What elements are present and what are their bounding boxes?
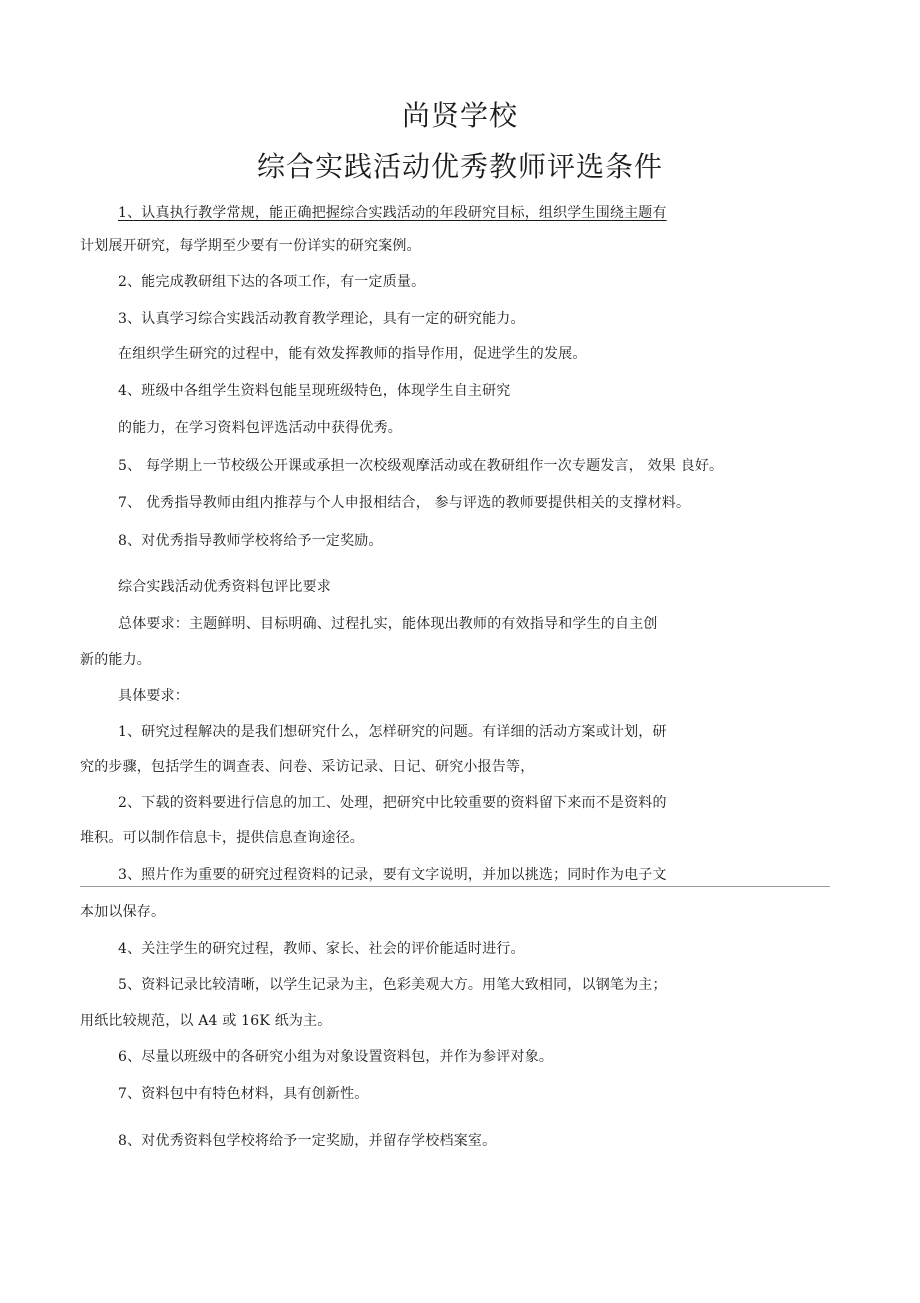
- requirement-line: 7、资料包中有特色材料，具有创新性。: [118, 1086, 369, 1102]
- requirement-line: 4、关注学生的研究过程，教师、家长、社会的评价能适时进行。: [118, 941, 525, 957]
- criteria-line: 7、 优秀指导教师由组内推荐与个人申报相结合， 参与评选的教师要提供相关的支撑材料。: [118, 495, 691, 511]
- criteria-line: 5、 每学期上一节校级公开课或承担一次校级观摩活动或在教研组作一次专题发言， 效果 良好。: [118, 458, 724, 474]
- criteria-line: 4、班级中各组学生资料包能呈现班级特色，体现学生自主研究: [118, 383, 511, 399]
- specific-heading: 具体要求：: [118, 688, 189, 704]
- requirement-line: 堆积。可以制作信息卡，提供信息查询途径。: [80, 830, 364, 846]
- criteria-line: 1、认真执行教学常规，能正确把握综合实践活动的年段研究目标，组织学生围绕主题有: [118, 205, 667, 221]
- criteria-line: 2、能完成教研组下达的各项工作，有一定质量。: [118, 274, 426, 290]
- requirement-line: 3、照片作为重要的研究过程资料的记录，要有文字说明，并加以挑选；同时作为电子文: [118, 867, 667, 883]
- requirement-line: 1、研究过程解决的是我们想研究什么，怎样研究的问题。有详细的活动方案或计划，研: [118, 724, 667, 740]
- school-name: 尚贤学校: [401, 99, 518, 132]
- requirement-line: 2、下载的资料要进行信息的加工、处理，把研究中比较重要的资料留下来而不是资料的: [118, 795, 667, 811]
- requirement-line: 5、资料记录比较清晰，以学生记录为主，色彩美观大方。用笔大致相同，以钢笔为主；: [118, 977, 667, 993]
- criteria-line: 的能力，在学习资料包评选活动中获得优秀。: [118, 420, 402, 436]
- requirement-line: 8、对优秀资料包学校将给予一定奖励，并留存学校档案室。: [118, 1133, 497, 1149]
- criteria-line: 在组织学生研究的过程中，能有效发挥教师的指导作用，促进学生的发展。: [118, 346, 587, 362]
- requirement-line: 本加以保存。: [80, 904, 166, 920]
- criteria-line: 8、对优秀指导教师学校将给予一定奖励。: [118, 533, 383, 549]
- document-title: 综合实践活动优秀教师评选条件: [256, 150, 663, 183]
- criteria-line: 3、认真学习综合实践活动教育教学理论，具有一定的研究能力。: [118, 311, 525, 327]
- section-heading: 综合实践活动优秀资料包评比要求: [118, 579, 331, 595]
- requirement-line: 6、尽量以班级中的各研究小组为对象设置资料包，并作为参评对象。: [118, 1049, 554, 1065]
- overall-requirement-line: 总体要求：主题鲜明、目标明确、过程扎实，能体现出教师的有效指导和学生的自主创: [118, 616, 658, 632]
- requirement-line: 究的步骤，包括学生的调查表、问卷、采访记录、日记、研究小报告等，: [80, 759, 535, 775]
- criteria-line: 计划展开研究，每学期至少要有一份详实的研究案例。: [80, 238, 421, 254]
- requirement-line: 用纸比较规范，以 A4 或 16K 纸为主。: [80, 1013, 332, 1029]
- overall-requirement-line: 新的能力。: [80, 652, 151, 668]
- horizontal-rule: [80, 886, 830, 887]
